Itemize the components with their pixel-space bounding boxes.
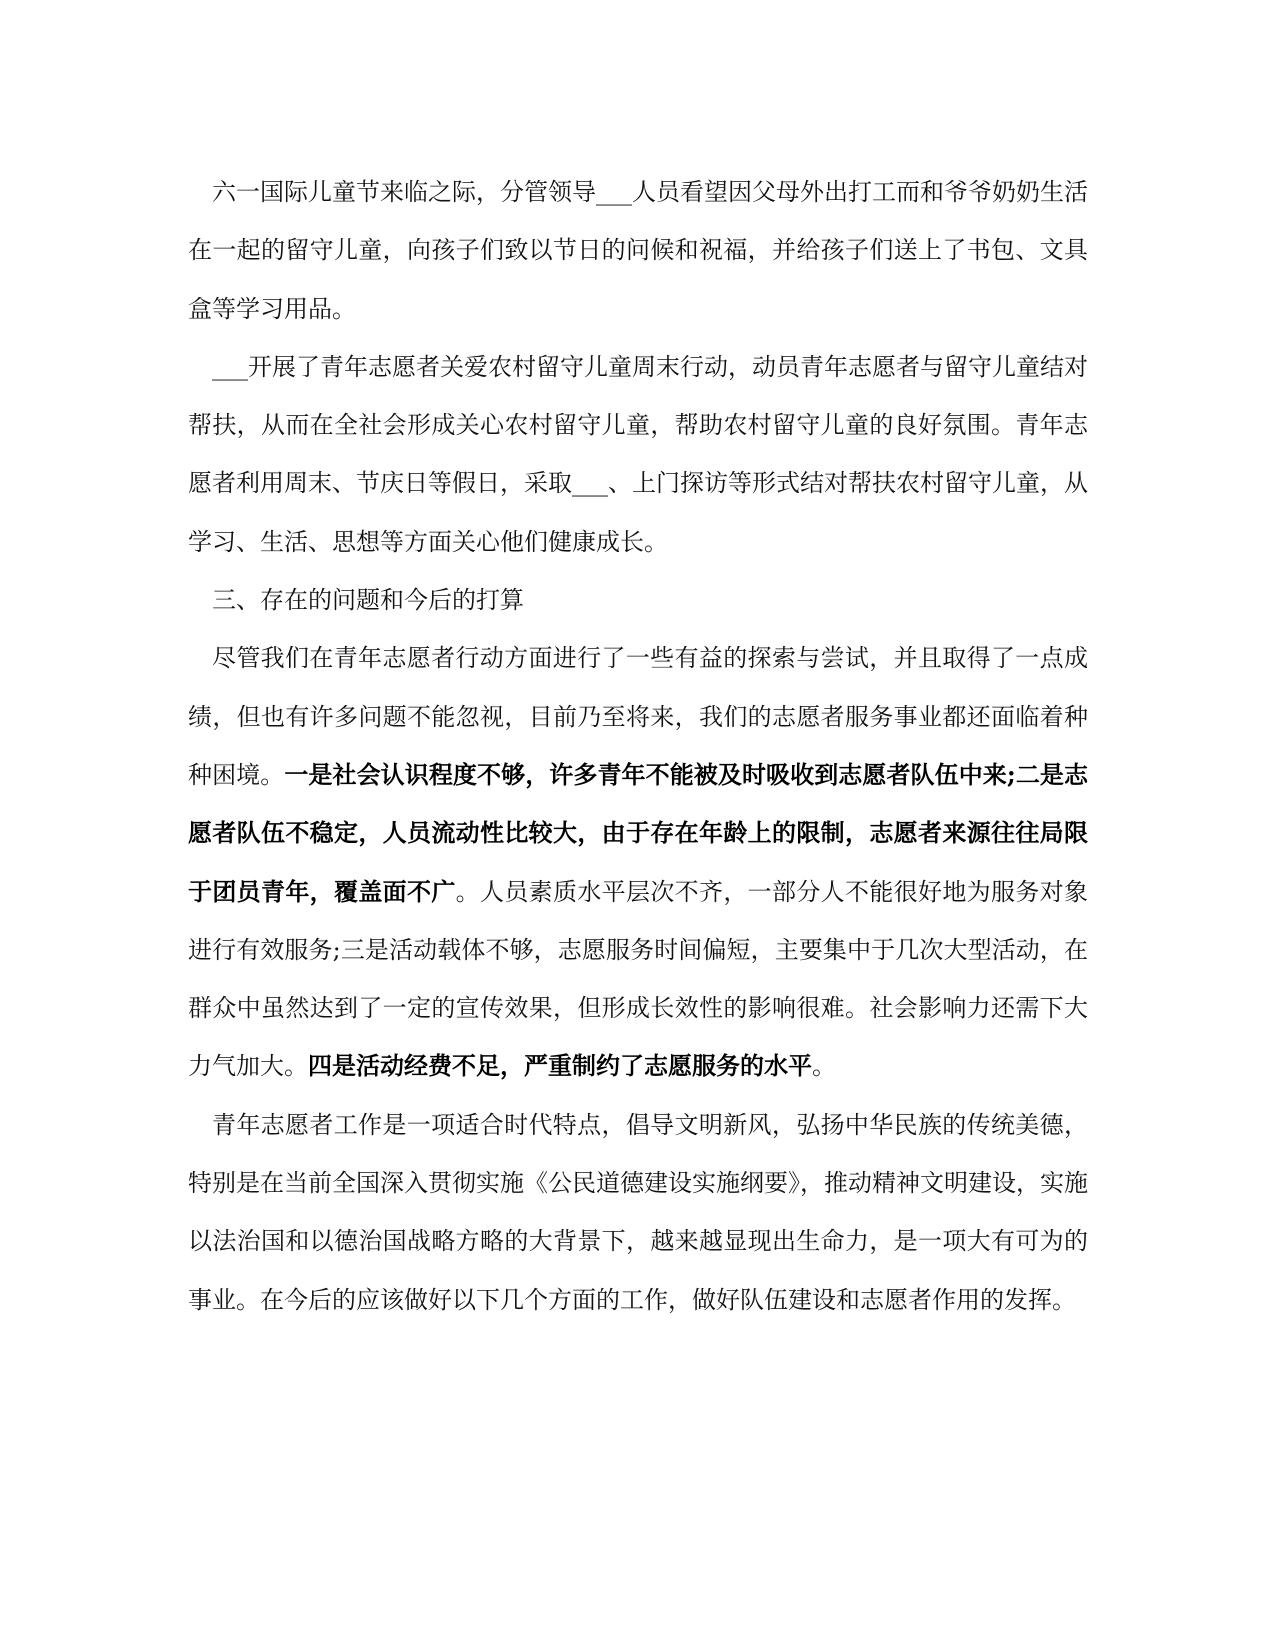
- paragraph-future-work: 青年志愿者工作是一项适合时代特点，倡导文明新风，弘扬中华民族的传统美德，特别是在当前全国深入贯彻实施《公民道德建设实施纲要》，推动精神文明建设，实施以法治国和以德治国战略方略的大背景下，越来越显现出生命力，是一项大有可为的事业。在今后的应该做好以下几个方面的工作，做好队伍建设和志愿者作用的发挥。: [188, 1110, 1088, 1314]
- paragraph-children-day-visit: 六一国际儿童节来临之际，分管领导___人员看望因父母外出打工而和爷爷奶奶生活在一起的留守儿童，向孩子们致以节日的问候和祝福，并给孩子们送上了书包、文具盒等学习用品。: [188, 178, 1088, 323]
- problems-bold-four: 四是活动经费不足，严重制约了志愿服务的水平: [308, 1051, 812, 1081]
- problems-bold-one-two: 一是社会认识程度不够，许多青年不能被及时吸收到志愿者队伍中来;二是志愿者队伍不稳定，人员流动性比较大，由于存在年龄上的限制，志愿者来源往往局限于团员青年，覆盖面不广: [188, 759, 1089, 906]
- section-heading-problems-and-plans: 三、存在的问题和今后的打算: [212, 586, 524, 615]
- problems-middle-text: 。人员素质水平层次不齐，一部分人不能很好地为服务对象进行有效服务;三是活动载体不够，志愿服务时间偏短，主要集中于几次大型活动，在群众中虽然达到了一定的宣传效果，但形成长效性的影响很难。社会影响力还需下大力气加大。: [188, 877, 1089, 1081]
- paragraph-existing-problems: [188, 629, 1088, 1095]
- problems-intro-text: 尽管我们在青年志愿者行动方面进行了一些有益的探索与尝试，并且取得了一点成绩，但也有许多问题不能忽视，目前乃至将来，我们的志愿者服务事业都还面临着种种困境。: [188, 644, 1088, 789]
- problems-end-text: 。: [812, 1052, 836, 1081]
- document-page: [188, 163, 1088, 1329]
- paragraph-weekend-action: ___开展了青年志愿者关爱农村留守儿童周末行动，动员青年志愿者与留守儿童结对帮扶，从而在全社会形成关心农村留守儿童，帮助农村留守儿童的良好氛围。青年志愿者利用周末、节庆日等假日，采取___、上门探访等形式结对帮扶农村留守儿童，从学习、生活、思想等方面关心他们健康成长。: [188, 352, 1088, 556]
